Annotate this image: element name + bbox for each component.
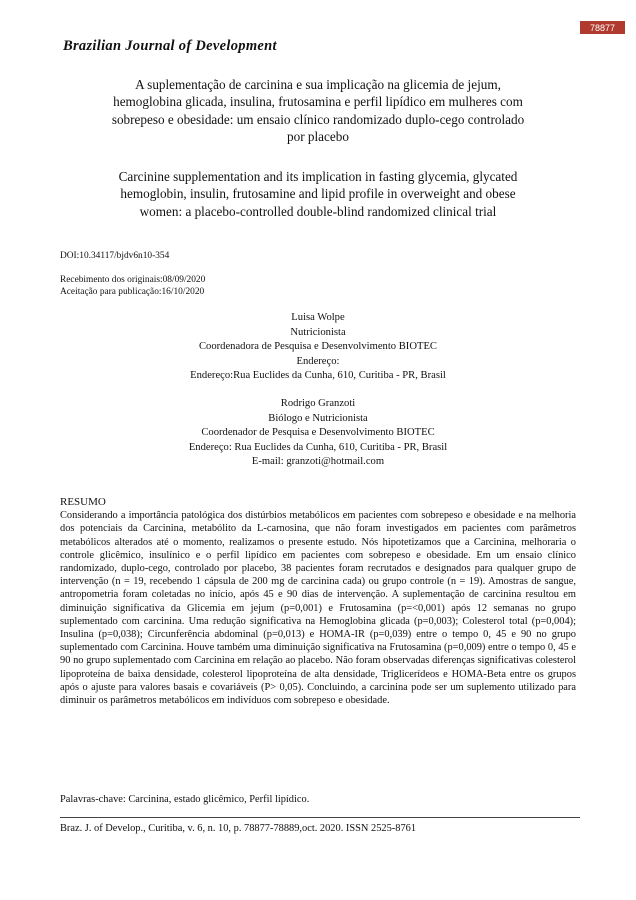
title-english <box>60 168 576 220</box>
author-email[interactable]: E-mail: granzoti@hotmail.com <box>251 456 385 468</box>
author-block-1 <box>60 311 576 384</box>
author-role: Biólogo e Nutricionista <box>268 412 368 424</box>
abstract-heading: RESUMO <box>60 496 106 508</box>
page-number-badge: 78877 <box>580 21 625 34</box>
abstract <box>60 496 576 707</box>
author-position: Coordenadora de Pesquisa e Desenvolvimento BIOTEC <box>198 341 437 353</box>
title-portuguese <box>60 76 576 146</box>
keywords: Palavras-chave: Carcinina, estado glicêmico, Perfil lipídico. <box>60 794 310 805</box>
author-name: Luisa Wolpe <box>291 312 345 323</box>
title-line: A suplementação de carcinina e sua implicação na glicemia de jejum, <box>135 77 501 92</box>
author-address: Endereço:Rua Euclides da Cunha, 610, Curitiba - PR, Brasil <box>190 370 446 382</box>
journal-name: Brazilian Journal of Development <box>63 38 277 54</box>
footer-citation: Braz. J. of Develop., Curitiba, v. 6, n. 10, p. 78877-78889,oct. 2020. ISSN 2525-8761 <box>60 823 417 834</box>
author-block-2 <box>60 397 576 470</box>
title-line: hemoglobin, insulin, frutosamine and lipid profile in overweight and obese <box>120 186 516 202</box>
title-line: sobrepeso e obesidade: um ensaio clínico randomizado duplo-cego controlado <box>111 111 525 127</box>
author-address: Endereço: Rua Euclides da Cunha, 610, Curitiba - PR, Brasil <box>188 441 448 453</box>
author-position: Coordenador de Pesquisa e Desenvolvimento BIOTEC <box>201 427 435 439</box>
author-address-label: Endereço: <box>296 355 340 367</box>
title-line: por placebo <box>287 129 349 145</box>
accepted-date: Aceitação para publicação:16/10/2020 <box>60 287 205 297</box>
title-line: hemoglobina glicada, insulina, frutosamina e perfil lipídico em mulheres com <box>113 94 523 110</box>
author-role: Nutricionista <box>290 326 346 338</box>
received-date: Recebimento dos originais:08/09/2020 <box>60 275 206 285</box>
footer-divider <box>60 817 580 818</box>
abstract-text: Considerando a importância patológica dos distúrbios metabólicos em pacientes com sobrepeso e obesidade e na melhoria dos potenciais da Carcinina, metabólito da L-carnosina, que não foram investigados em pacientes com parâmetros metabólicos alterados até o momento, realizamos o presente estudo. Nós hipotetizamos que a Carcinina, melhoraria o controle glicêmico, insulínico e o perfil lipídico em pacientes com sobrepeso e obesidade. Em um ensaio clínico randomizado, duplo-cego, controlado por placebo, 38 pacientes foram recrutados e designados para qualquer grupo de intervenção (n = 19, recebendo 1 cápsula de 200 mg de carcinina cada) ou grupo controle (n = 19). Amostras de sangue, antropometria foram coletadas no início, após 45 e 90 dias de intervenção. A suplementação de carcinina resultou em diminuição significativa da Glicemia em jejum (p=0,001) e Frutosamina (p=<0,001) após 12 semanas no grupo suplementado com carcinina. Uma redução significativa na Hemoglobina glicada (p=0,003); Colesterol total (p=0,004); Insulina (p=0,038); Circunferência abdominal (p=0,013) e HOMA-IR (p=0,039) entre o tempo 0, 45 e 90 no grupo suplementado com Carcinina. Houve também uma diminuição significativa na Frutosamina (p=0,009) entre o tempo 0, 45 e 90 no grupo suplementado com Carcinina em relação ao placebo. Não foram observadas diferenças significativas colesterol lipoproteína de baixa densidade, colesterol lipoproteína de alta densidade, Triglicerídeos e HOMA-Beta entre os grupos após o ajuste para valores basais e covariáveis (P> 0,05). Concluindo, a carcinina pode ser um suplemento utilizado para diminuir os parâmetros metabólicos em indivíduos com sobrepeso e obesidade. <box>60 510 576 707</box>
title-line: Carcinine supplementation and its implication in fasting glycemia, glycated <box>118 169 518 184</box>
doi[interactable]: DOI:10.34117/bjdv6n10-354 <box>60 251 170 261</box>
title-line: women: a placebo-controlled double-blind randomized clinical trial <box>139 203 497 219</box>
author-name: Rodrigo Granzoti <box>280 398 356 409</box>
